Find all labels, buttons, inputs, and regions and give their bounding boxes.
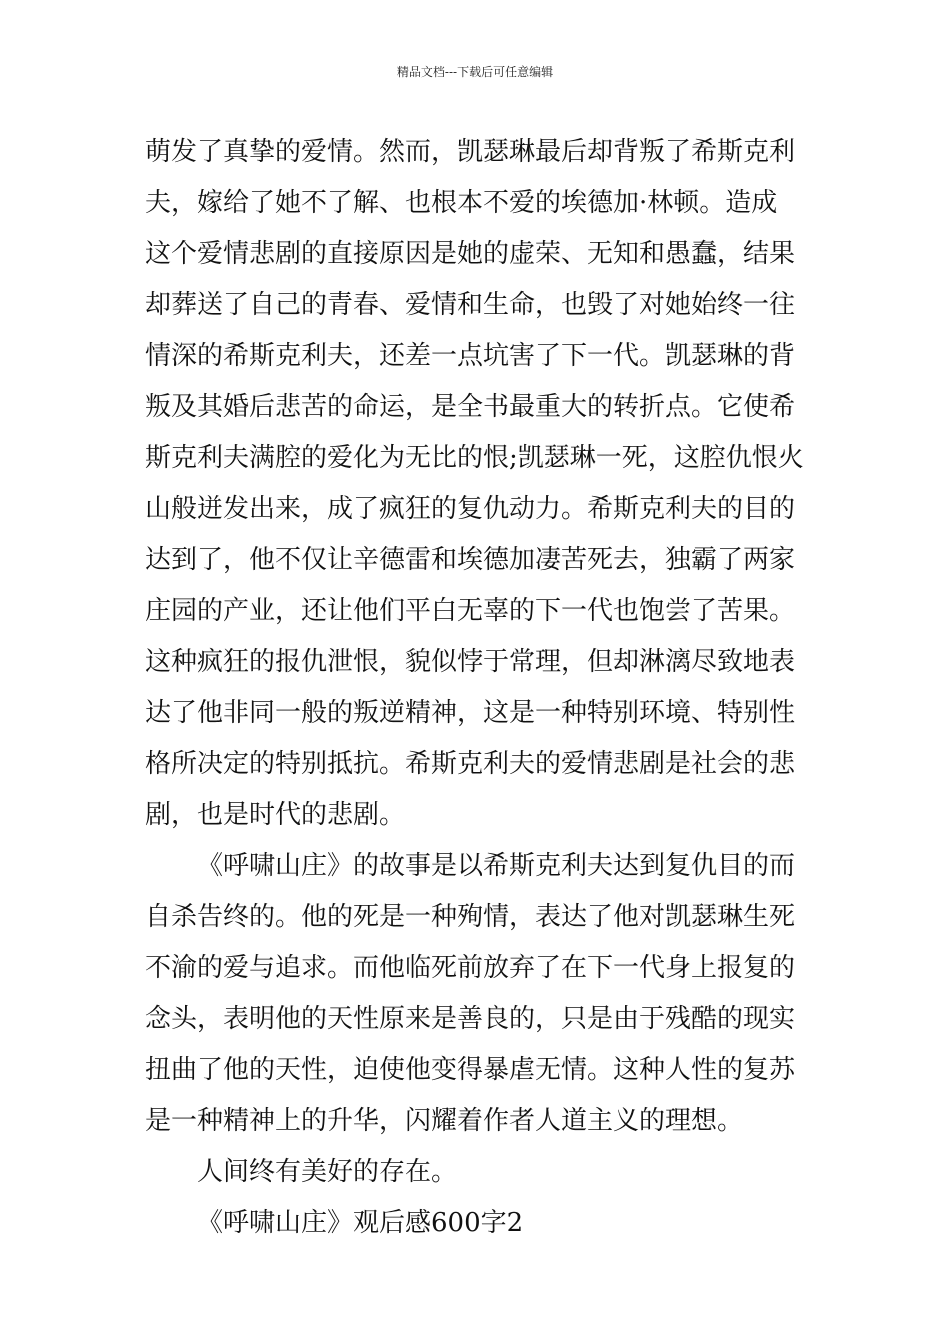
body-line: 《呼啸山庄》的故事是以希斯克利夫达到复仇目的而 — [197, 851, 796, 881]
body-line: 格所决定的特别抵抗。希斯克利夫的爱情悲剧是社会的悲 — [145, 749, 796, 779]
body-line: 这种疯狂的报仇泄恨，貌似悖于常理，但却淋漓尽致地表 — [145, 647, 796, 677]
body-line: 不渝的爱与追求。而他临死前放弃了在下一代身上报复的 — [145, 953, 796, 983]
body-line: 萌发了真挚的爱情。然而，凯瑟琳最后却背叛了希斯克利 — [145, 137, 796, 167]
body-line: 念头，表明他的天性原来是善良的，只是由于残酷的现实 — [145, 1004, 796, 1034]
body-line: 山般迸发出来，成了疯狂的复仇动力。希斯克利夫的目的 — [145, 494, 796, 524]
body-line: 斯克利夫满腔的爱化为无比的恨;凯瑟琳一死，这腔仇恨火 — [145, 443, 804, 473]
body-line: 达到了，他不仅让辛德雷和埃德加凄苦死去，独霸了两家 — [145, 545, 796, 575]
section-title: 《呼啸山庄》观后感600字2 — [197, 1208, 524, 1238]
body-line: 这个爱情悲剧的直接原因是她的虚荣、无知和愚蠢，结果 — [145, 239, 796, 269]
body-line: 人间终有美好的存在。 — [197, 1157, 458, 1187]
body-line: 庄园的产业，还让他们平白无辜的下一代也饱尝了苦果。 — [145, 596, 796, 626]
page-header: 精品文档---下载后可任意编辑 — [396, 65, 554, 79]
body-line: 是一种精神上的升华，闪耀着作者人道主义的理想。 — [145, 1106, 744, 1136]
body-line: 情深的希斯克利夫，还差一点坑害了下一代。凯瑟琳的背 — [145, 341, 796, 371]
body-line: 达了他非同一般的叛逆精神，这是一种特别环境、特别性 — [145, 698, 796, 728]
body-line: 扭曲了他的天性，迫使他变得暴虐无情。这种人性的复苏 — [145, 1055, 796, 1085]
body-line: 自杀告终的。他的死是一种殉情，表达了他对凯瑟琳生死 — [145, 902, 796, 932]
body-line: 却葬送了自己的青春、爱情和生命，也毁了对她始终一往 — [145, 290, 796, 320]
body-line: 夫，嫁给了她不了解、也根本不爱的埃德加·林顿。造成 — [145, 188, 778, 218]
body-line: 剧，也是时代的悲剧。 — [145, 800, 406, 830]
body-line: 叛及其婚后悲苦的命运，是全书最重大的转折点。它使希 — [145, 392, 796, 422]
